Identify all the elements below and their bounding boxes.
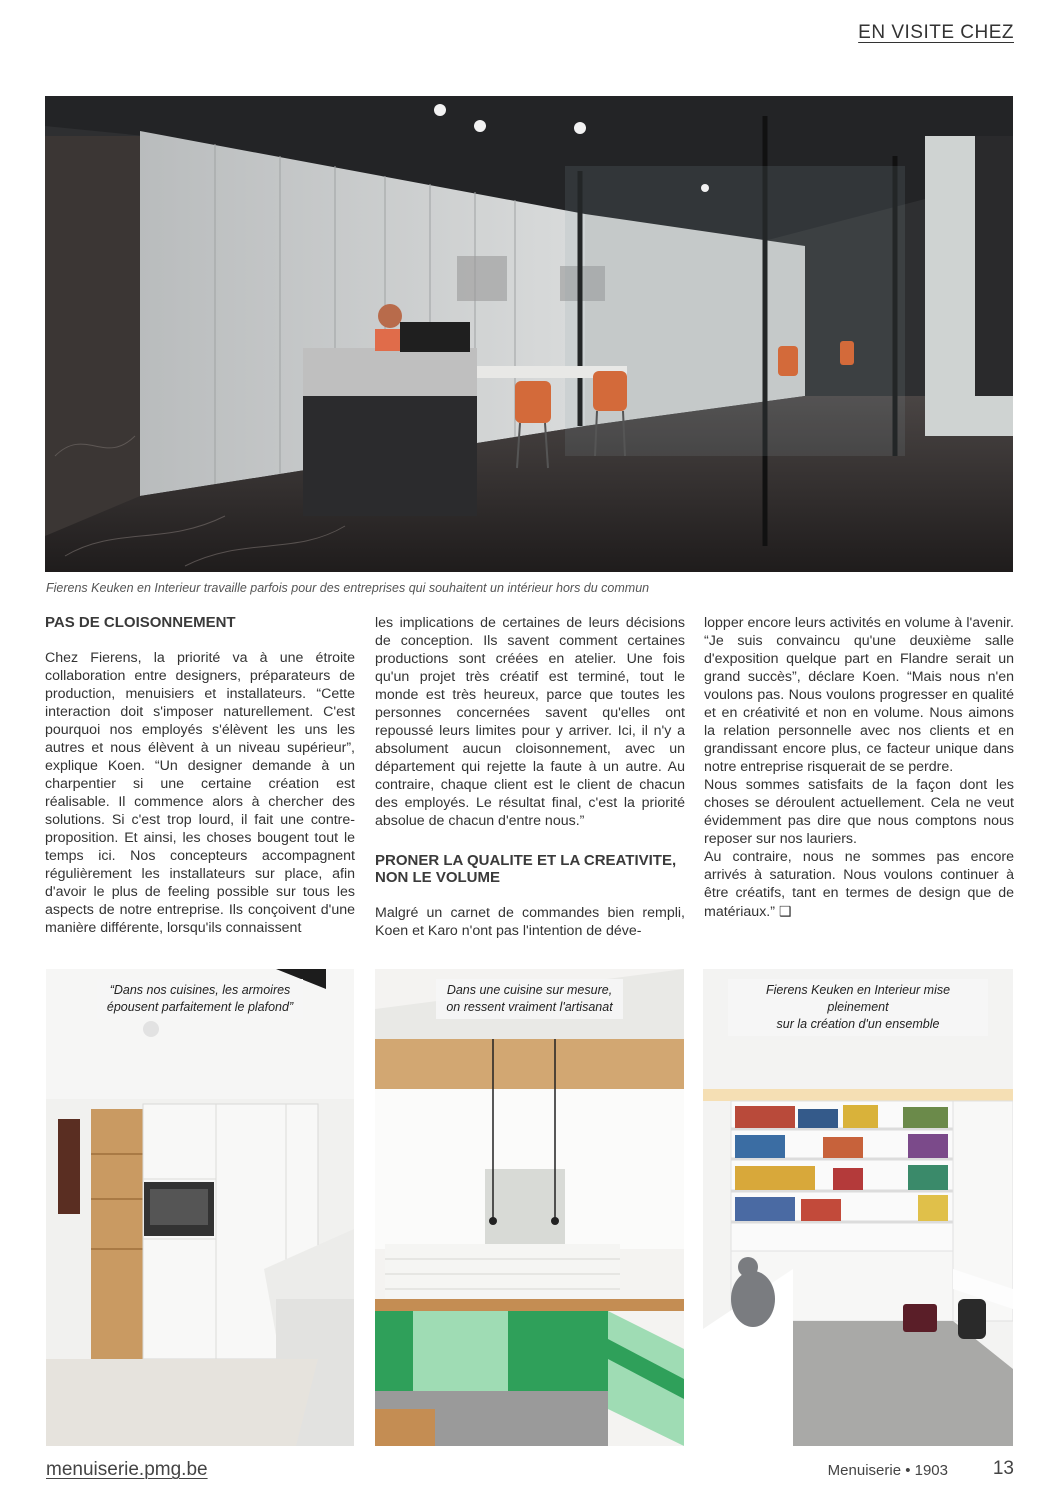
article-column-3 (704, 614, 1014, 921)
section-tag: EN VISITE CHEZ (858, 22, 1014, 43)
paragraph: Chez Fierens, la priorité va à une étroite collaboration entre designers, préparateurs de production, menuisiers et installateurs. “Cette interaction doit s'imposer naturellement. C'est pourquoi nos employés s'élèvent les uns les autres et nous élèvent à un niveau supérieur”, explique Koen. “Un designer demande à un charpentier si une certaine création est réalisable. Il commence alors à chercher des solutions. Si c'est trop lourd, il fait une contre-proposition. Et ainsi, les choses bougent tout le temps ici. Nos concepteurs accompagnent régulièrement les installateurs sur place, afin d'avoir le plus de feeling possible sur tous les aspects de notre entreprise. Ils conçoivent d'une manière différente, lorsqu'ils connaissent (45, 650, 355, 936)
article-column-1 (45, 614, 355, 937)
end-mark-icon: ❑ (778, 903, 792, 919)
paragraph: les implications de certaines de leurs décisions de conception. Ils savent comment certaines productions sont créées en atelier. Une fois qu'un projet très créatif est terminé, tout le monde est très heureux, parce que toutes les personnes concernées savent qu'elles ont repoussé leurs limites pour y arriver. Ici, il n'y a absolument aucun cloisonnement, avec un département qui rejette la faute à un autre. Au contraire, chaque client est le client de chacun des employés. Le résultat final, c'est la priorité absolue de chacun d'entre nous.” (375, 615, 685, 829)
article-column-2 (375, 614, 685, 940)
heading-no-partitioning: PAS DE CLOISONNEMENT (45, 614, 236, 631)
photo-quote-2: Dans une cuisine sur mesure, on ressent vraiment l'artisanat (436, 979, 622, 1019)
paragraph: Malgré un carnet de commandes bien rempli, Koen et Karo n'ont pas l'intention de déve- (375, 905, 685, 939)
page-number: 13 (992, 1458, 1014, 1479)
paragraph: Nous sommes satisfaits de la façon dont les choses se déroulent actuellement. Cela ne veut évidemment pas dire que nous comptons nous reposer sur nos lauriers. (704, 777, 1014, 847)
kitchen-photo-2 (375, 969, 684, 1446)
magazine-issue: Menuiserie • 1903 (827, 1462, 948, 1479)
kitchen-photo-1 (46, 969, 354, 1446)
website-link[interactable]: menuiserie.pmg.be (46, 1459, 208, 1480)
paragraph-final: Au contraire, nous ne sommes pas encore arrivés à saturation. Nous voulons continuer à être créatifs, tant en termes de design que de matériaux.” ❑ (704, 849, 1014, 920)
kitchen-photo-3 (703, 969, 1013, 1446)
photo-quote-3: Fierens Keuken en Interieur mise pleinement sur la création d'un ensemble (728, 979, 988, 1036)
paragraph: lopper encore leurs activités en volume à l'avenir. “Je suis convaincu qu'une deuxième salle d'exposition quelque part en Flandre serait un grand succès”, déclare Koen. “Mais nous n'en voulons pas. Nous voulons progresser en qualité et en créativité et non en volume. Nous aimons la relation personnelle avec nos clients et en grandissant encore plus, ce facteur unique dans notre entreprise risquerait de se perdre. (704, 615, 1014, 775)
heading-quality-creativity: PRONER LA QUALITE ET LA CREATIVITE, NON LE VOLUME (375, 852, 677, 886)
hero-photo (45, 96, 1013, 572)
hero-caption: Fierens Keuken en Interieur travaille parfois pour des entreprises qui souhaitent un intérieur hors du commun (46, 581, 650, 595)
photo-quote-1: “Dans nos cuisines, les armoires épousent parfaitement le plafond” (97, 979, 303, 1019)
